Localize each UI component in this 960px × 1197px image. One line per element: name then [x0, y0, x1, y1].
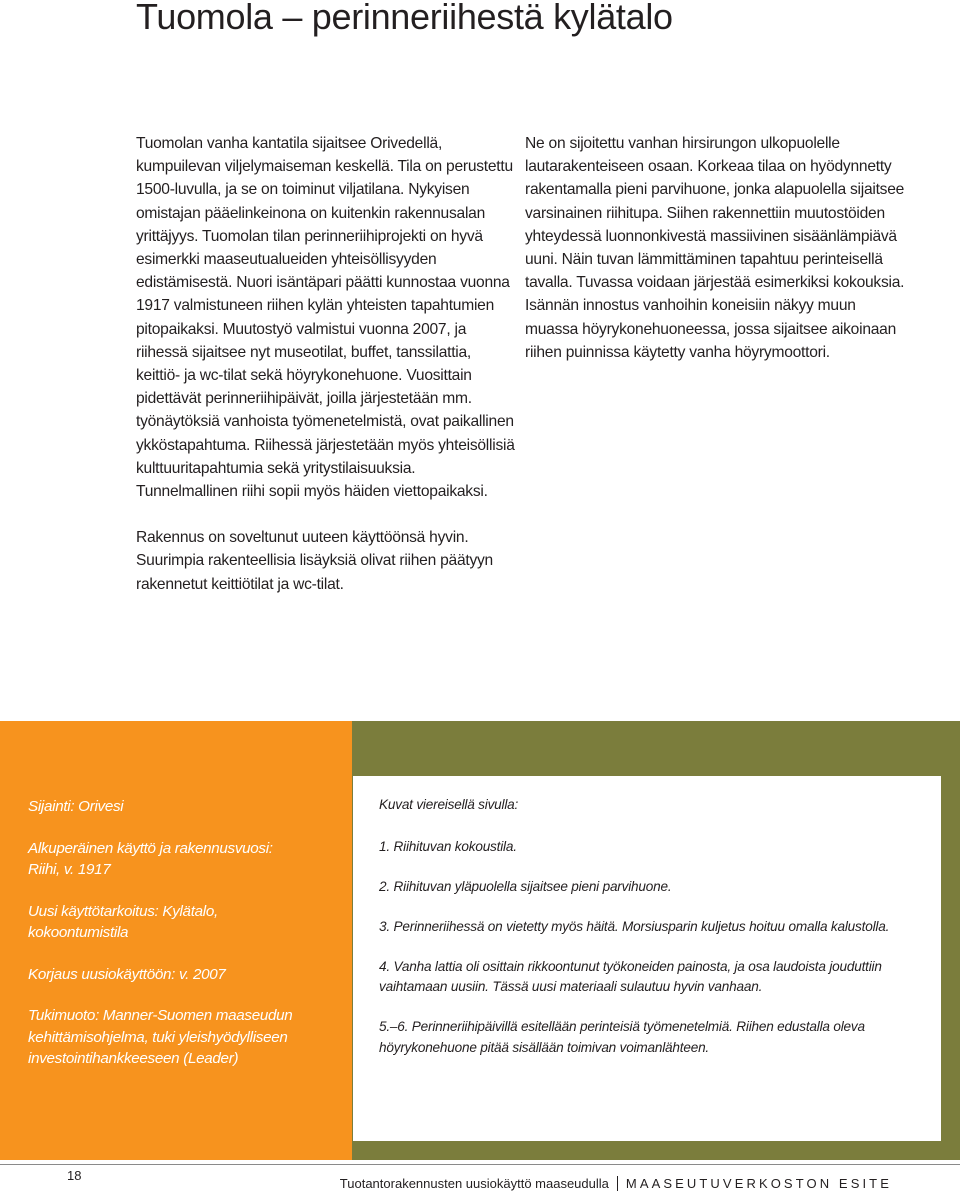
info-renovation-year: Korjaus uusiokäyttöön: v. 2007: [28, 965, 226, 983]
info-location: Sijainti: Orivesi: [28, 798, 124, 815]
footer-publication-title: Tuotantorakennusten uusiokäyttö maaseudulla: [339, 1176, 609, 1191]
footer-divider: [0, 1164, 960, 1165]
info-support-type: Tukimuoto: Manner-Suomen maaseudun kehittämisohjelma, tuki yleishyödylliseen investointihankkeeseen (Leader): [28, 1007, 293, 1067]
captions-box: [353, 776, 941, 1141]
page-title: Tuomola – perinneriihestä kylätalo: [136, 0, 673, 37]
captions-heading: Kuvat viereisellä sivulla:: [379, 797, 519, 812]
caption-1: 1. Riihituvan kokoustila.: [379, 838, 517, 854]
caption-4: 4. Vanha lattia oli osittain rikkoontunut työkoneiden painosta, ja osa laudoista jouduttiin vaihtamaan uusiin. Tässä uusi materiaali sulautuu hyvin vanhaan.: [379, 958, 882, 994]
caption-2: 2. Riihituvan yläpuolella sijaitsee pieni parvihuone.: [379, 878, 672, 894]
info-panel: [0, 721, 352, 1160]
left-text-column: [136, 132, 516, 596]
footer-running-title: [340, 1176, 892, 1191]
left-paragraph-2: Rakennus on soveltunut uuteen käyttöönsä hyvin. Suurimpia rakenteellisia lisäyksiä olivat riihen päätyyn rakennetut keittiötilat ja wc-tilat.: [136, 529, 493, 593]
right-paragraph: Ne on sijoitettu vanhan hirsirungon ulkopuolelle lautarakenteiseen osaan. Korkeaa tilaa on hyödynnetty rakentamalla pieni parvihuone, jonka alapuolella sijaitsee varsinainen riihitupa. Siihen rakennettiin muutostöiden yhteydessä luonnonkivestä massiivinen sisäänlämpiävä uuni. Näin tuvan lämmittäminen tapahtuu perinteisellä tavalla. Tuvassa voidaan järjestää esimerkiksi kokouksia. Isännän innostus vanhoihin koneisiin näkyy muun muassa höyrykonehuoneessa, jossa sijaitsee aikoinaan riihen puinnissa käytetty vanha höyrymoottori.: [525, 135, 905, 361]
info-original-use: Alkuperäinen käyttö ja rakennusvuosi: Riihi, v. 1917: [28, 839, 273, 878]
info-new-use: Uusi käyttötarkoitus: Kylätalo, kokoontumistila: [28, 902, 218, 941]
page-number: 18: [67, 1168, 82, 1183]
caption-5-6: 5.–6. Perinneriihipäivillä esitellään perinteisiä työmenetelmiä. Riihen edustalla oleva höyrykonehuone pitää sisällään toimivan voimanlähteen.: [379, 1019, 865, 1055]
footer-series-name: MAASEUTUVERKOSTON ESITE: [625, 1176, 892, 1191]
left-paragraph-1: Tuomolan vanha kantatila sijaitsee Orivedellä, kumpuilevan viljelymaiseman keskellä. Tila on perustettu 1500-luvulla, ja se on toiminut viljatilana. Nykyisen omistajan pääelinkeinona on kuitenkin rakennusalan yrittäjyys. Tuomolan tilan perinneriihiprojekti on hyvä esimerkki maaseutualueiden yhteisöllisyyden edistämisestä. Nuori isäntäpari päätti kunnostaa vuonna 1917 valmistuneen riihen kylän yhteisten tapahtumien pitopaikaksi. Muutostyö valmistui vuonna 2007, ja riihessä sijaitsee nyt museotilat, buffet, tanssilattia, keittiö- ja wc-tilat sekä höyrykonehuone. Vuosittain pidettävät perinneriihipäivät, joilla järjestetään mm. työnäytöksiä vanhoista työmenetelmistä, ovat paikallinen ykköstapahtuma. Riihessä järjestetään myös yhteisöllisiä kulttuuritapahtumia sekä yritystilaisuuksia. Tunnelmallinen riihi sopii myös häiden viettopaikaksi.: [136, 135, 515, 501]
caption-3: 3. Perinneriihessä on vietetty myös häitä. Morsiusparin kuljetus hoituu omalla kalustolla.: [379, 918, 890, 934]
info-list: [28, 796, 298, 1090]
right-text-column: [525, 132, 905, 364]
footer-separator: [617, 1176, 618, 1191]
